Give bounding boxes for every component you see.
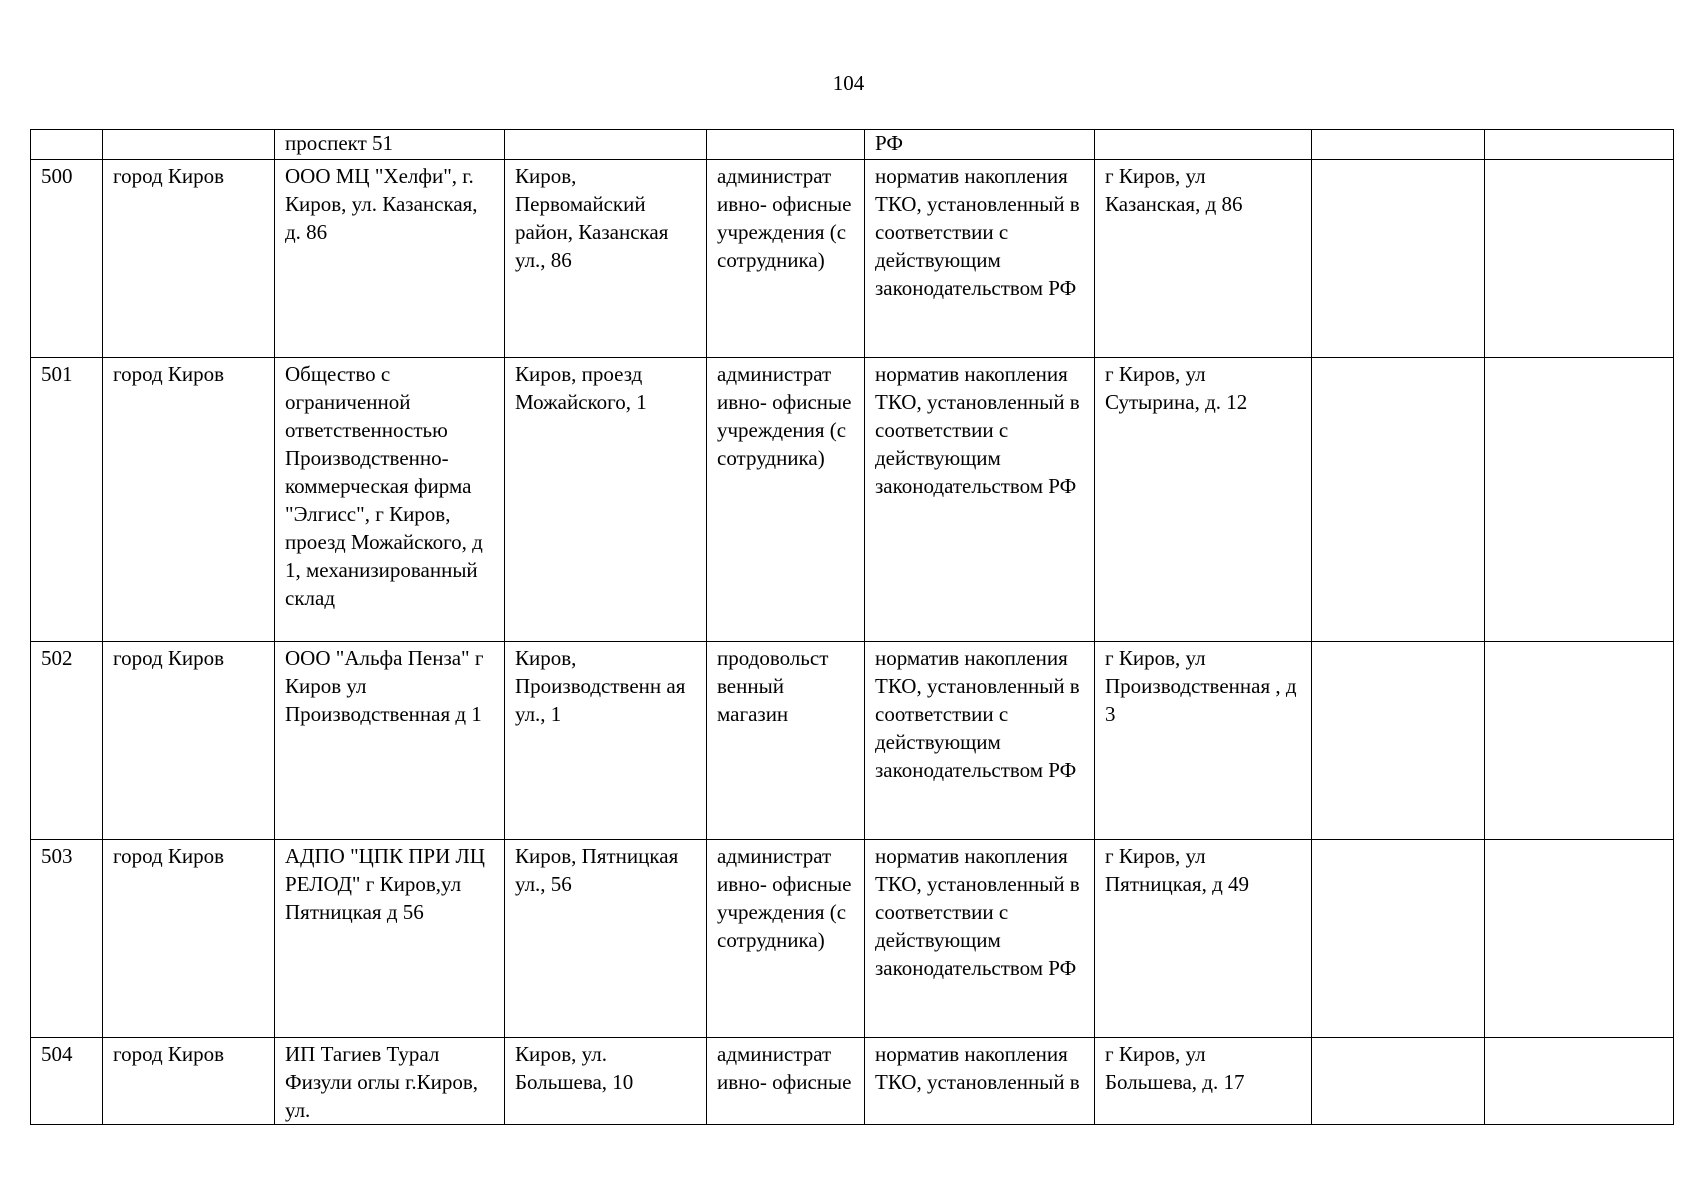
cell-address xyxy=(505,130,707,160)
cell-address: Киров, Пятницкая ул., 56 xyxy=(505,840,707,1038)
table-row xyxy=(31,160,1674,358)
cell-norm: норматив накопления ТКО, установленный в соответствии с действующим законодательством РФ xyxy=(865,840,1095,1038)
cell-organization: АДПО "ЦПК ПРИ ЛЦ РЕЛОД" г Киров,ул Пятницкая д 56 xyxy=(275,840,505,1038)
cell-address: Киров, Производственн ая ул., 1 xyxy=(505,642,707,840)
cell-number: 501 xyxy=(31,358,103,642)
cell-object-type xyxy=(707,130,865,160)
cell-organization: Общество с ограниченной ответственностью Производственно- коммерческая фирма "Элгисс", г Киров, проезд Можайского, д 1, механизированный склад xyxy=(275,358,505,642)
table-row xyxy=(31,1038,1674,1125)
cell-extra-2 xyxy=(1485,1038,1674,1125)
cell-number: 503 xyxy=(31,840,103,1038)
cell-number: 500 xyxy=(31,160,103,358)
cell-norm: РФ xyxy=(865,130,1095,160)
table-row xyxy=(31,642,1674,840)
cell-number: 504 xyxy=(31,1038,103,1125)
cell-norm: норматив накопления ТКО, установленный в соответствии с действующим законодательством РФ xyxy=(865,358,1095,642)
cell-extra-1 xyxy=(1312,160,1485,358)
cell-site-address: г Киров, ул Казанская, д 86 xyxy=(1095,160,1312,358)
cell-organization: проспект 51 xyxy=(275,130,505,160)
cell-number: 502 xyxy=(31,642,103,840)
cell-extra-2 xyxy=(1485,130,1674,160)
cell-norm: норматив накопления ТКО, установленный в соответствии с действующим законодательством РФ xyxy=(865,642,1095,840)
cell-norm: норматив накопления ТКО, установленный в соответствии с действующим законодательством РФ xyxy=(865,160,1095,358)
cell-object-type: администрат ивно- офисные учреждения (с сотрудника) xyxy=(707,840,865,1038)
table-row xyxy=(31,358,1674,642)
cell-city: город Киров xyxy=(103,160,275,358)
cell-extra-1 xyxy=(1312,840,1485,1038)
cell-address: Киров, Первомайский район, Казанская ул., 86 xyxy=(505,160,707,358)
cell-number xyxy=(31,130,103,160)
cell-city: город Киров xyxy=(103,840,275,1038)
cell-organization: ООО МЦ "Хелфи", г. Киров, ул. Казанская, д. 86 xyxy=(275,160,505,358)
cell-address: Киров, проезд Можайского, 1 xyxy=(505,358,707,642)
cell-norm: норматив накопления ТКО, установленный в xyxy=(865,1038,1095,1125)
cell-object-type: администрат ивно- офисные учреждения (с сотрудника) xyxy=(707,358,865,642)
cell-extra-2 xyxy=(1485,642,1674,840)
cell-site-address xyxy=(1095,130,1312,160)
cell-object-type: администрат ивно- офисные xyxy=(707,1038,865,1125)
cell-extra-1 xyxy=(1312,642,1485,840)
cell-organization: ООО "Альфа Пенза" г Киров ул Производственная д 1 xyxy=(275,642,505,840)
registry-table xyxy=(30,129,1674,1125)
cell-city: город Киров xyxy=(103,642,275,840)
table-row-continued xyxy=(31,130,1674,160)
cell-extra-2 xyxy=(1485,160,1674,358)
cell-extra-1 xyxy=(1312,1038,1485,1125)
page-number: 104 xyxy=(832,71,865,95)
table-row xyxy=(31,840,1674,1038)
cell-extra-2 xyxy=(1485,358,1674,642)
cell-object-type: продовольст венный магазин xyxy=(707,642,865,840)
cell-object-type: администрат ивно- офисные учреждения (с сотрудника) xyxy=(707,160,865,358)
cell-site-address: г Киров, ул Сутырина, д. 12 xyxy=(1095,358,1312,642)
cell-extra-1 xyxy=(1312,130,1485,160)
cell-site-address: г Киров, ул Производственная , д 3 xyxy=(1095,642,1312,840)
cell-address: Киров, ул. Большева, 10 xyxy=(505,1038,707,1125)
cell-organization: ИП Тагиев Турал Физули оглы г.Киров, ул. xyxy=(275,1038,505,1125)
cell-extra-2 xyxy=(1485,840,1674,1038)
cell-city: город Киров xyxy=(103,358,275,642)
cell-site-address: г Киров, ул Пятницкая, д 49 xyxy=(1095,840,1312,1038)
cell-extra-1 xyxy=(1312,358,1485,642)
cell-site-address: г Киров, ул Большева, д. 17 xyxy=(1095,1038,1312,1125)
cell-city xyxy=(103,130,275,160)
cell-city: город Киров xyxy=(103,1038,275,1125)
